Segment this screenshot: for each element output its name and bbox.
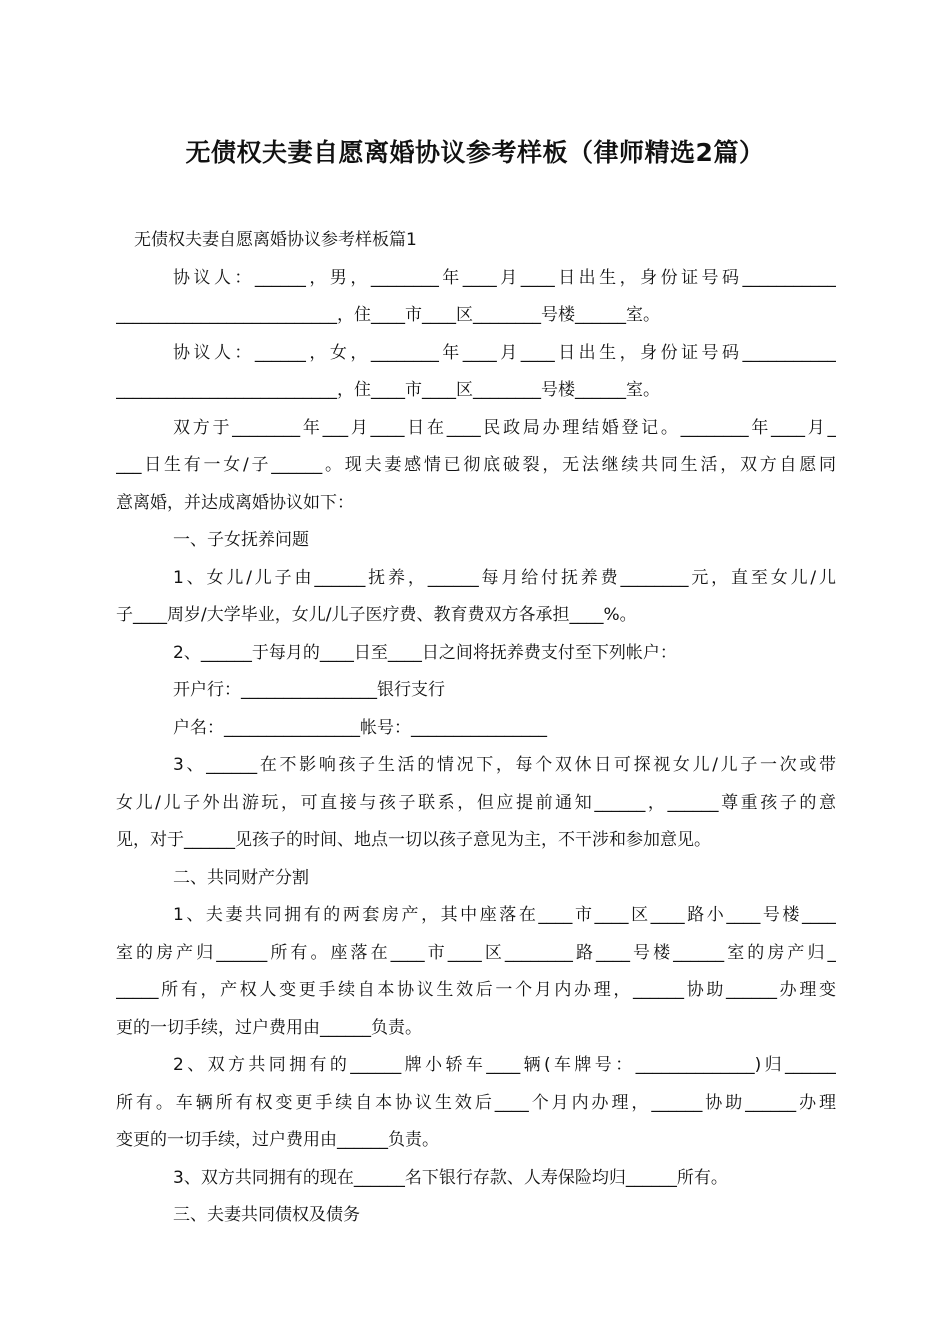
document-line: 见，对于______见孩子的时间、地点一切以孩子意见为主，不干涉和参加意见。 — [116, 830, 711, 850]
document-line: 协议人：______，男，________年____月____日出生，身份证号码___________ — [173, 267, 836, 288]
document-line: __________________________，住____市____区________号楼______室。 — [116, 305, 660, 325]
document-line: 2、双方共同拥有的______牌小轿车____辆(车牌号：______________)归______ — [173, 1055, 836, 1075]
document-line: 子____周岁/大学毕业，女儿/儿子医疗费、教育费双方各承担____%。 — [116, 605, 637, 625]
document-line: 2、______于每月的____日至____日之间将抚养费支付至下列帐户： — [173, 642, 677, 663]
document-line: 无债权夫妻自愿离婚协议参考样板篇1 — [134, 230, 417, 250]
document-title: 无债权夫妻自愿离婚协议参考样板（律师精选2篇） — [185, 138, 765, 167]
document-line: 3、双方共同拥有的现在______名下银行存款、人寿保险均归______所有。 — [173, 1167, 728, 1188]
document-line: 1、女儿/儿子由______抚养，______每月给付抚养费________元，直至女儿/儿 — [173, 567, 836, 588]
document-line: 双方于________年___月____日在____民政局办理结婚登记。________年____月_ — [173, 417, 836, 438]
document-line: 3、______在不影响孩子生活的情况下，每个双休日可探视女儿/儿子一次或带 — [173, 755, 836, 775]
document-line: 更的一切手续，过户费用由______负责。 — [116, 1017, 422, 1038]
document-line: 户名：________________帐号：________________ — [173, 717, 547, 738]
document-line: 三、夫妻共同债权及债务 — [173, 1205, 360, 1225]
document-line: 一、子女抚养问题 — [173, 530, 309, 550]
document-line: 意离婚，并达成离婚协议如下： — [116, 492, 354, 513]
document-line: 女儿/儿子外出游玩，可直接与孩子联系，但应提前通知______，______尊重孩子的意 — [116, 792, 836, 813]
document-line: 协议人：______，女，________年____月____日出生，身份证号码___________ — [173, 342, 836, 363]
document-line: 室的房产归______所有。座落在____市____区________路____号楼______室的房产归_ — [116, 942, 836, 963]
document-line: 开户行：________________银行支行 — [173, 680, 445, 700]
document-line: 所有。车辆所有权变更手续自本协议生效后____个月内办理，______协助______办理 — [116, 1092, 836, 1113]
document-line: __________________________，住____市____区________号楼______室。 — [116, 380, 660, 400]
document-line: 变更的一切手续，过户费用由______负责。 — [116, 1130, 439, 1150]
document-line: 1、夫妻共同拥有的两套房产，其中座落在____市____区____路小____号楼____ — [173, 905, 836, 925]
document-line: ___日生有一女/子______。现夫妻感情已彻底破裂，无法继续共同生活，双方自愿同 — [116, 455, 836, 475]
document-line: _____所有，产权人变更手续自本协议生效后一个月内办理，______协助______办理变 — [116, 980, 836, 1000]
document-line: 二、共同财产分割 — [173, 867, 309, 888]
